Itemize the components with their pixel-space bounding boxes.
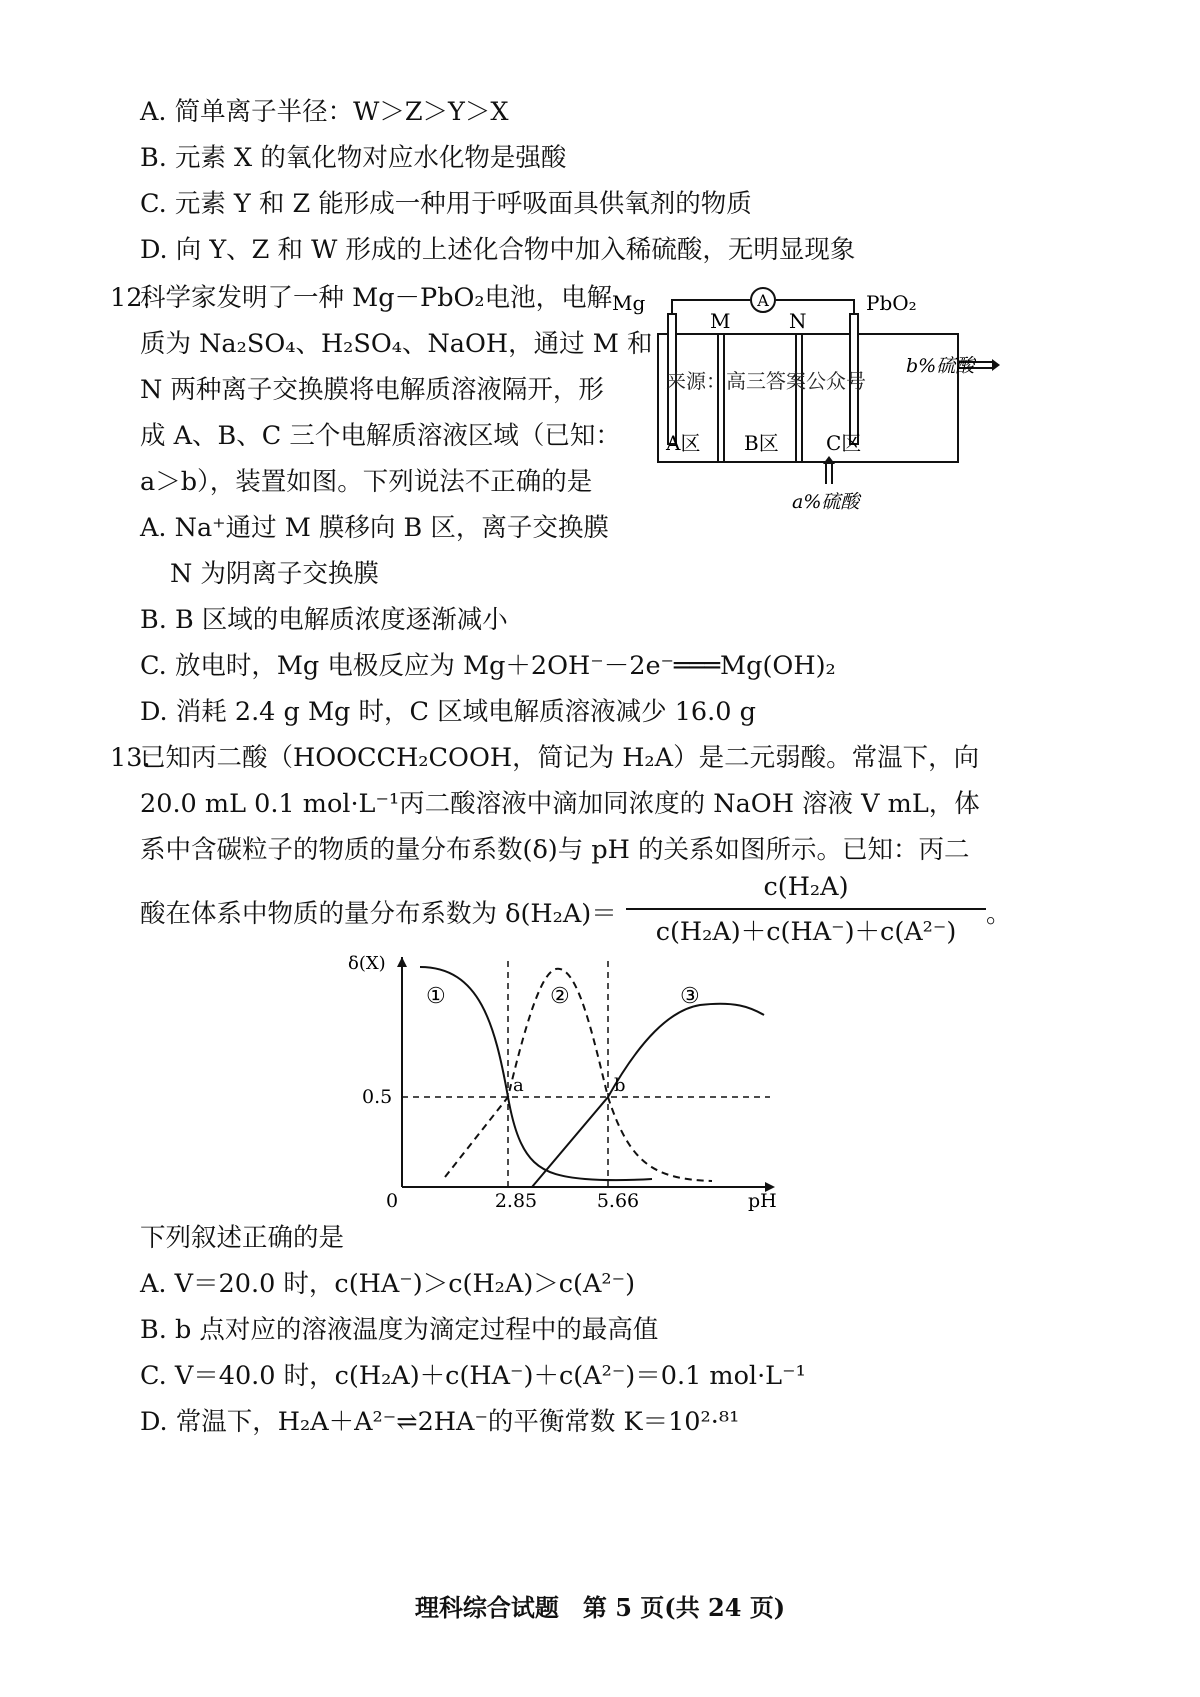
pbo2-label: PbO₂	[866, 291, 917, 315]
delta-fraction	[626, 872, 1012, 947]
series-3-label: ③	[680, 984, 700, 1009]
y-axis-label: δ(X)	[348, 953, 386, 974]
series-3-line	[532, 1004, 764, 1187]
q12-number: 12.	[110, 283, 151, 313]
zone-c-label: C区	[826, 431, 862, 455]
fraction-bar	[626, 908, 986, 910]
q13-stem-line1: 已知丙二酸（HOOCCH₂COOH，简记为 H₂A）是二元弱酸。常温下，向	[140, 743, 980, 773]
q12-option-a-cont: N 为阴离子交换膜	[170, 559, 379, 589]
fraction-denominator: c(H₂A)＋c(HA⁻)＋c(A²⁻)	[655, 917, 957, 947]
x-tick-label: 5.66	[596, 1190, 640, 1212]
inlet-label: a%硫酸	[792, 491, 860, 513]
distribution-chart	[340, 945, 800, 1220]
x-tick-label: 2.85	[494, 1190, 538, 1212]
page-footer: 理科综合试题 第 5 页(共 24 页)	[414, 1593, 786, 1622]
fraction-tail: 。	[986, 899, 1012, 929]
series-1-label: ①	[426, 984, 446, 1009]
q12-option-c: C. 放电时，Mg 电极反应为 Mg＋2OH⁻－2e⁻═══Mg(OH)₂	[140, 651, 836, 681]
battery-diagram	[600, 270, 1020, 520]
series-2-label: ②	[550, 984, 570, 1009]
point-label: b	[614, 1075, 626, 1096]
q13-option-a: A. V＝20.0 时，c(HA⁻)＞c(H₂A)＞c(A²⁻)	[140, 1269, 636, 1299]
x-tick-label: 0	[385, 1190, 399, 1212]
series-1-line	[420, 967, 652, 1180]
q12-option-d: D. 消耗 2.4 g Mg 时，C 区域电解质溶液减少 16.0 g	[140, 697, 756, 727]
zone-b-label: B区	[744, 431, 779, 455]
q12-option-b: B. B 区域的电解质浓度逐渐减小	[140, 605, 508, 635]
q12-stem-line4: 成 A、B、C 三个电解质溶液区域（已知：	[140, 421, 621, 451]
series-2-line	[445, 969, 712, 1181]
fraction-numerator: c(H₂A)	[763, 872, 849, 902]
membrane-n-label: N	[789, 309, 807, 333]
q12-stem-line5: a＞b），装置如图。下列说法不正确的是	[140, 467, 593, 497]
q12-stem-line2: 质为 Na₂SO₄、H₂SO₄、NaOH，通过 M 和	[140, 329, 653, 359]
mg-label: Mg	[612, 291, 646, 315]
point-label: a	[513, 1075, 524, 1096]
q12-option-a: A. Na⁺通过 M 膜移向 B 区，离子交换膜	[140, 513, 609, 543]
outlet-label: b%硫酸	[906, 355, 975, 377]
membrane-m-label: M	[710, 309, 731, 333]
electrolyte-tank	[658, 334, 958, 462]
q11-option-b: B. 元素 X 的氧化物对应水化物是强酸	[140, 143, 567, 173]
zone-a-label: A区	[666, 431, 701, 455]
q13-stem-line4: 酸在体系中物质的量分布系数为 δ(H₂A)＝	[140, 899, 617, 929]
q13-option-c: C. V＝40.0 时，c(H₂A)＋c(HA⁻)＋c(A²⁻)＝0.1 mol·L⁻¹	[140, 1361, 806, 1391]
q13-stem-line3: 系中含碳粒子的物质的量分布系数(δ)与 pH 的关系如图所示。已知：丙二	[140, 835, 970, 865]
q11-option-a: A. 简单离子半径：W＞Z＞Y＞X	[140, 97, 509, 127]
ammeter-label: A	[757, 291, 769, 310]
q13-stem-line2: 20.0 mL 0.1 mol·L⁻¹丙二酸溶液中滴加同浓度的 NaOH 溶液 V mL，体	[140, 789, 980, 819]
x-axis-label: pH	[748, 1190, 777, 1212]
y-tick-label: 0.5	[362, 1086, 393, 1108]
q12-stem-line3: N 两种离子交换膜将电解质溶液隔开，形	[140, 375, 604, 405]
q13-option-d: D. 常温下，H₂A＋A²⁻⇌2HA⁻的平衡常数 K＝10²·⁸¹	[140, 1407, 740, 1437]
q11-option-d: D. 向 Y、Z 和 W 形成的上述化合物中加入稀硫酸，无明显现象	[140, 235, 856, 265]
q13-number: 13.	[110, 743, 151, 773]
q13-ask: 下列叙述正确的是	[140, 1223, 345, 1253]
q12-stem-line1: 科学家发明了一种 Mg－PbO₂电池，电解	[140, 283, 613, 313]
q13-option-b: B. b 点对应的溶液温度为滴定过程中的最高值	[140, 1315, 659, 1345]
y-axis-arrow	[397, 957, 407, 967]
watermark: 来源：高三答案公众号	[666, 369, 866, 393]
q11-option-c: C. 元素 Y 和 Z 能形成一种用于呼吸面具供氧剂的物质	[140, 189, 752, 219]
